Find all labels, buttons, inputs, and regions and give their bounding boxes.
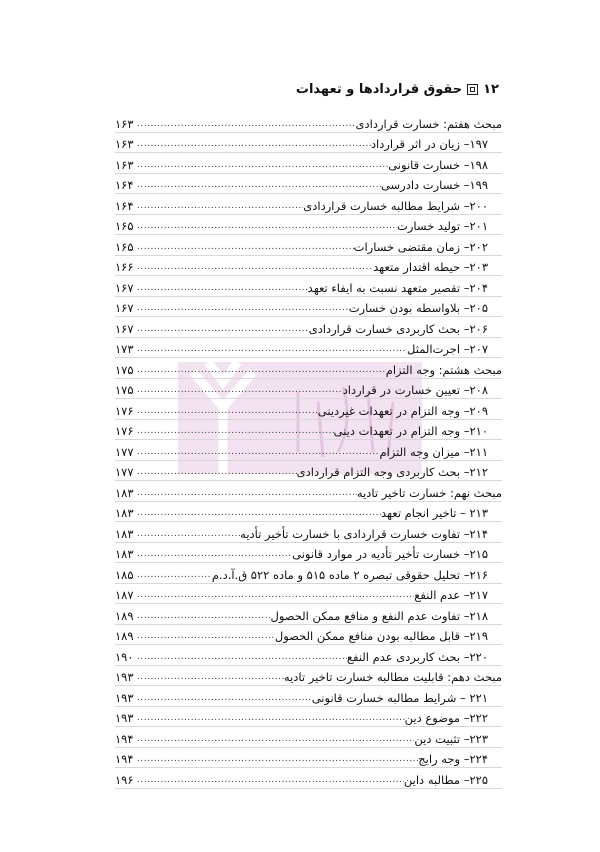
toc-entry-title: ۲۱۵– خسارت تأخیر تأدیه در موارد قانونی [292,547,488,561]
dot-leader [137,281,308,295]
toc-entry-title: ۲۱۸– تفاوت عدم النفع و منافع ممکن الحصول [270,608,488,623]
toc-page-number: ۱۷۳ [115,342,134,356]
toc-page-number: ۱۹۳ [115,690,134,705]
dot-leader [137,732,414,746]
dot-leader [137,158,388,172]
toc-entry[interactable] [115,338,502,359]
dot-leader [137,527,240,541]
toc-entry[interactable] [115,522,502,543]
toc-entry-title: ۲۲۴– وجه رایج [418,752,488,766]
toc-page-number: ۱۶۵ [115,239,134,254]
dot-leader [137,363,386,377]
toc-page-number: ۱۸۳ [115,485,134,500]
toc-entry[interactable] [115,174,502,195]
dot-leader [137,465,297,479]
page-header [296,82,499,97]
toc-entry[interactable] [115,461,502,482]
toc-page-number: ۱۷۷ [115,444,134,459]
toc-page-number: ۱۶۶ [115,260,134,274]
toc-page-number: ۱۹۰ [115,649,134,664]
toc-entry-title: ۲۰۸– تعیین خسارت در قرارداد [342,383,488,397]
dot-leader [137,445,379,459]
toc-page-number: ۱۶۷ [115,280,134,295]
dot-leader [137,506,381,520]
toc-entry[interactable] [115,543,502,564]
toc-entry-title: ۲۰۵– بلاواسطه بودن خسارت [348,301,488,315]
dot-leader [137,137,371,151]
toc-entry-title: مبحث نهم: خسارت تاخیر تادیه [356,485,502,500]
toc-entry[interactable] [115,645,502,666]
toc-entry-title: ۱۹۷– زیان در اثر قرارداد [370,137,488,151]
toc-entry-title: ۲۱۱– میزان وجه التزام [379,444,488,459]
toc-entry[interactable] [115,686,502,707]
toc-page-number: ۱۶۷ [115,321,134,336]
toc-page-number: ۱۷۷ [115,465,134,479]
toc-page-number: ۱۸۳ [115,506,134,520]
dot-leader [137,219,397,233]
dot-leader [137,342,407,356]
toc-entry[interactable] [115,153,502,174]
toc-page-number: ۱۸۹ [115,608,134,623]
toc-page-number: ۱۸۷ [115,588,134,602]
toc-page-number: ۱۸۳ [115,526,134,541]
toc-entry-title: مبحث دهم: قابلیت مطالبه خسارت تاخیر تادیه [283,670,502,684]
toc-entry-title: ۱۹۹– خسارت دادرسی [380,178,488,192]
toc-entry-title: ۲۱۴– تفاوت خسارت قراردادی با خسارت تأخیر تأدیه [240,526,488,541]
toc-entry-title: ۲۱۳ – تاخیر انجام تعهد [380,506,488,520]
toc-section-heading[interactable] [115,481,502,502]
toc-page-number: ۱۶۴ [115,178,134,192]
book-title: حقوق قراردادها و تعهدات [295,82,463,97]
toc-entry-title: ۲۰۶– بحث کاربردی خسارت قراردادی [308,321,488,336]
toc-entry-title: ۲۲۲– موضوع دین [404,711,488,725]
toc-page-number: ۱۸۹ [115,629,134,643]
toc-entry-title: ۲۱۷– عدم النفع [414,588,488,602]
dot-leader [137,383,343,397]
toc-entry[interactable] [115,399,502,420]
toc-page-number: ۱۶۳ [115,137,134,151]
toc-entry-title: مبحث هفتم: خسارت قراردادی [355,116,502,131]
toc-entry[interactable] [115,748,502,769]
toc-entry-title: ۲۲۵– مطالبه داین [403,772,488,787]
dot-leader [137,240,354,254]
toc-page-number: ۱۶۷ [115,301,134,315]
dot-leader [137,670,284,684]
toc-entry[interactable] [115,215,502,236]
dot-leader [137,486,357,500]
toc-entry-title: ۲۰۱– تولید خسارت [397,219,488,233]
dot-leader [137,178,381,192]
toc-page-number: ۱۶۴ [115,198,134,213]
toc-entry-title: ۲۰۰– شرایط مطالبه خسارت قراردادی [303,198,488,213]
toc-entry[interactable] [115,584,502,605]
toc-page-number: ۱۷۵ [115,383,134,397]
dot-leader [137,424,334,438]
toc-entry[interactable] [115,276,502,297]
toc-page-number: ۱۹۴ [115,731,134,746]
toc-entry[interactable] [115,133,502,154]
toc-entry-title: مبحث هشتم: وجه التزام [385,362,502,377]
toc-section-heading[interactable] [115,112,502,133]
toc-section-heading[interactable] [115,666,502,687]
toc-section-heading[interactable] [115,358,502,379]
toc-entry-title: ۲۲۳– تثبیت دین [414,731,488,746]
toc-entry[interactable] [115,317,502,338]
toc-entry[interactable] [115,256,502,277]
toc-page-number: ۱۹۴ [115,752,134,766]
dot-leader [137,588,414,602]
toc-page-number: ۱۶۳ [115,116,134,131]
dot-leader [137,773,404,787]
toc-entry[interactable] [115,502,502,523]
toc-entry-title: ۲۰۷– اجرت‌المثل [407,342,488,356]
dot-leader [137,117,356,131]
toc-page-number: ۱۷۶ [115,403,134,418]
toc-entry-title: ۲۲۰– بحث کاربردی عدم النفع [346,649,488,664]
toc-entry[interactable] [115,625,502,646]
dot-leader [137,650,347,664]
toc-entry[interactable] [115,563,502,584]
toc-entry-title: ۲۱۰– وجه التزام در تعهدات دینی [333,424,488,438]
toc-entry[interactable] [115,768,502,789]
dot-leader [137,322,309,336]
dot-leader [137,629,275,643]
dot-leader [137,609,270,623]
toc-page-number: ۱۸۵ [115,567,134,582]
dot-leader [137,547,292,561]
dot-leader [137,711,405,725]
page-number: ۱۲ [483,82,499,97]
toc-entry[interactable] [115,604,502,625]
toc-entry[interactable] [115,707,502,728]
table-of-contents [115,112,502,789]
dot-leader [137,301,349,315]
toc-entry[interactable] [115,235,502,256]
dot-leader [137,691,312,705]
dot-leader [137,568,212,582]
dot-leader [137,199,303,213]
toc-page-number: ۱۸۳ [115,547,134,561]
toc-page-number: ۱۶۳ [115,157,134,172]
toc-page-number: ۱۶۵ [115,219,134,233]
dot-leader [137,404,318,418]
toc-entry-title: ۲۰۹– وجه التزام در تعهدات غیردینی [317,403,488,418]
dot-leader [137,260,373,274]
toc-entry[interactable] [115,297,502,318]
toc-page-number: ۱۷۵ [115,362,134,377]
toc-entry-title: ۲۰۲– زمان مقتضی خسارات [353,239,488,254]
toc-entry-title: ۲۱۹– قابل مطالبه بودن منافع ممکن الحصول [274,629,488,643]
toc-page-number: ۱۷۶ [115,424,134,438]
toc-page-number: ۱۹۶ [115,772,134,787]
toc-entry[interactable] [115,440,502,461]
toc-entry-title: ۲۱۲– بحث کاربردی وجه التزام قراردادی [296,465,488,479]
toc-entry-title: ۱۹۸– خسارت قانونی [388,157,488,172]
toc-entry[interactable] [115,420,502,441]
dot-leader [137,752,418,766]
toc-entry-title: ۲۱۶– تحلیل حقوقی تبصره ۲ ماده ۵۱۵ و ماده ۵۲۲ ق.آ.د.م [211,567,488,582]
toc-page-number: ۱۹۳ [115,711,134,725]
toc-entry[interactable] [115,379,502,400]
toc-entry[interactable] [115,727,502,748]
toc-entry-title: ۲۲۱ – شرایط مطالبه خسارت قانونی [311,690,488,705]
toc-entry-title: ۲۰۳– حیطه اقتدار متعهد [373,260,488,274]
toc-entry[interactable] [115,194,502,215]
toc-entry-title: ۲۰۴– تقصیر متعهد نسبت به ایفاء تعهد [307,280,488,295]
square-ornament-icon [467,84,478,95]
toc-page-number: ۱۹۳ [115,670,134,684]
